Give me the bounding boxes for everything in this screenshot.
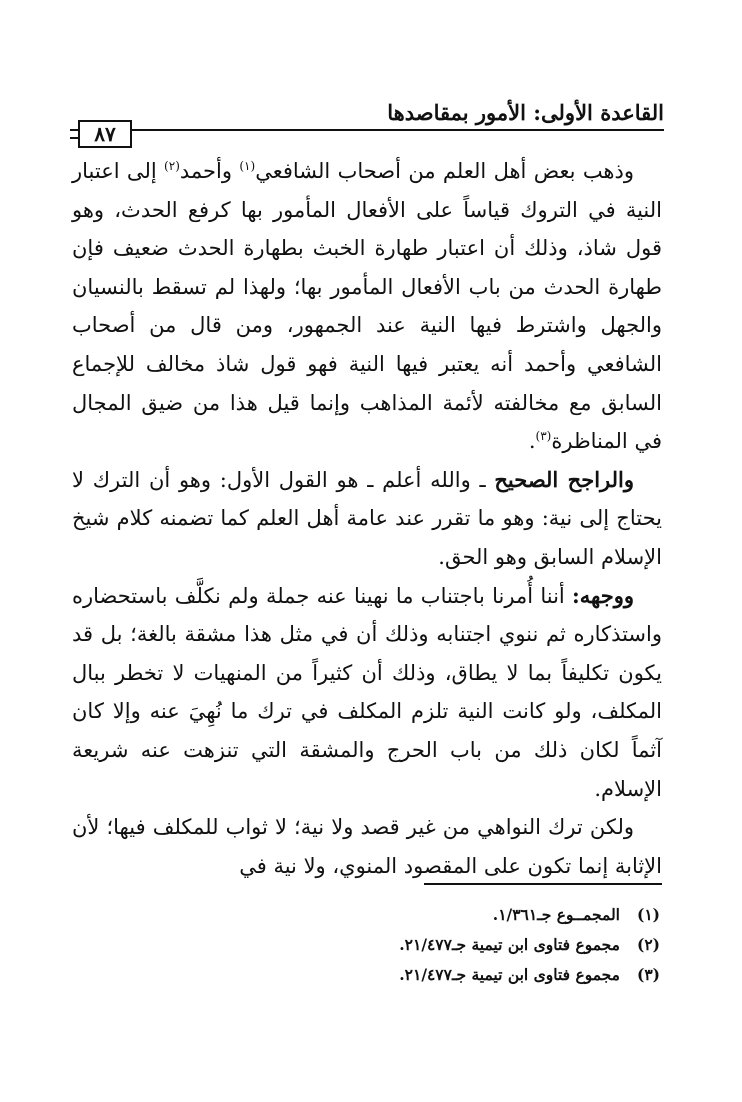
paragraph-2 [72,461,662,577]
paragraph-4-text: ولكن ترك النواهي من غير قصد ولا نية؛ لا ثواب للمكلف فيها؛ لأن الإثابة إنما تكون على المقصود المنوي، ولا نية في [72,815,662,878]
paragraph-1-end: . [528,429,536,454]
paragraph-1-text-a: وذهب بعض أهل العلم من أصحاب الشافعي [255,159,635,183]
footnote-3 [300,960,660,990]
page-number: ٨٧ [78,120,132,148]
paragraph-4 [72,808,662,885]
footnotes [300,900,660,990]
footnote-ref-3: (٣) [535,429,552,444]
paragraph-2-lead: والراجح الصحيح [494,466,634,492]
footnote-separator [424,883,662,885]
paragraph-3-text: أننا أُمرنا باجتناب ما نهينا عنه جملة ولم نكلَّف باستحضاره واستذكاره ثم ننوي اجتنابه وذلك أن في مثل هذا مشقة بالغة؛ بل قد يكون تكليفاً بما لا يطاق، وذلك أن كثيراً من المنهيات لا تخطر ببال المكلف، ولو كانت النية تلزم المكلف في ترك ما نُهِيَ عنه وإلا كان آثماً لكان ذلك من باب الحرج والمشقة التي تنزهت عنه شريعة الإسلام. [72,583,662,801]
paragraph-2-text: ـ والله أعلم ـ هو القول الأول: وهو أن الترك لا يحتاج إلى نية: وهو ما تقرر عند عامة أهل العلم كما تضمنه كلام شيخ الإسلام السابق وهو الحق. [72,467,662,569]
header-rule [70,129,664,131]
page-header [70,98,664,146]
paragraph-3-lead: ووجهه: [572,582,634,608]
header-double-dash [70,129,78,139]
running-title: القاعدة الأولى: الأمور بمقاصدها [387,100,664,125]
footnote-2 [300,930,660,960]
footnote-ref-2: (٢) [164,159,180,173]
body-text [72,152,662,885]
paragraph-3 [72,577,662,809]
footnote-3-text: مجموع فتاوى ابن تيمية جـ٢١/٤٧٧. [399,965,620,984]
footnote-2-text: مجموع فتاوى ابن تيمية جـ٢١/٤٧٧. [399,935,620,954]
footnote-1-marker: (١) [636,905,660,924]
paragraph-1 [72,152,662,461]
footnote-3-marker: (٣) [636,965,660,984]
paragraph-1-text-c: إلى اعتبار النية في التروك قياساً على الأفعال المأمور بها كرفع الحدث، وهو قول شاذ، وذلك أن اعتبار طهارة الخبث بطهارة الحدث ضعيف فإن طهارة الحدث من باب الأفعال المأمور بها؛ ولهذا لم تسقط بالنسيان والجهل واشترط فيها النية عند الجمهور، ومن قال من أصحاب الشافعي وأحمد أنه يعتبر فيها النية فهو قول شاذ مخالف للإجماع السابق مع مخالفته لأئمة المذاهب وإنما قيل هذا من ضيق المجال في المناظرة [72,159,662,454]
footnote-1 [300,900,660,930]
paragraph-1-text-b: وأحمد [179,159,240,183]
footnote-1-text: المجمــوع جـ١/٣٦١. [492,905,620,924]
footnote-2-marker: (٢) [636,935,660,954]
footnote-ref-1: (١) [239,159,256,173]
